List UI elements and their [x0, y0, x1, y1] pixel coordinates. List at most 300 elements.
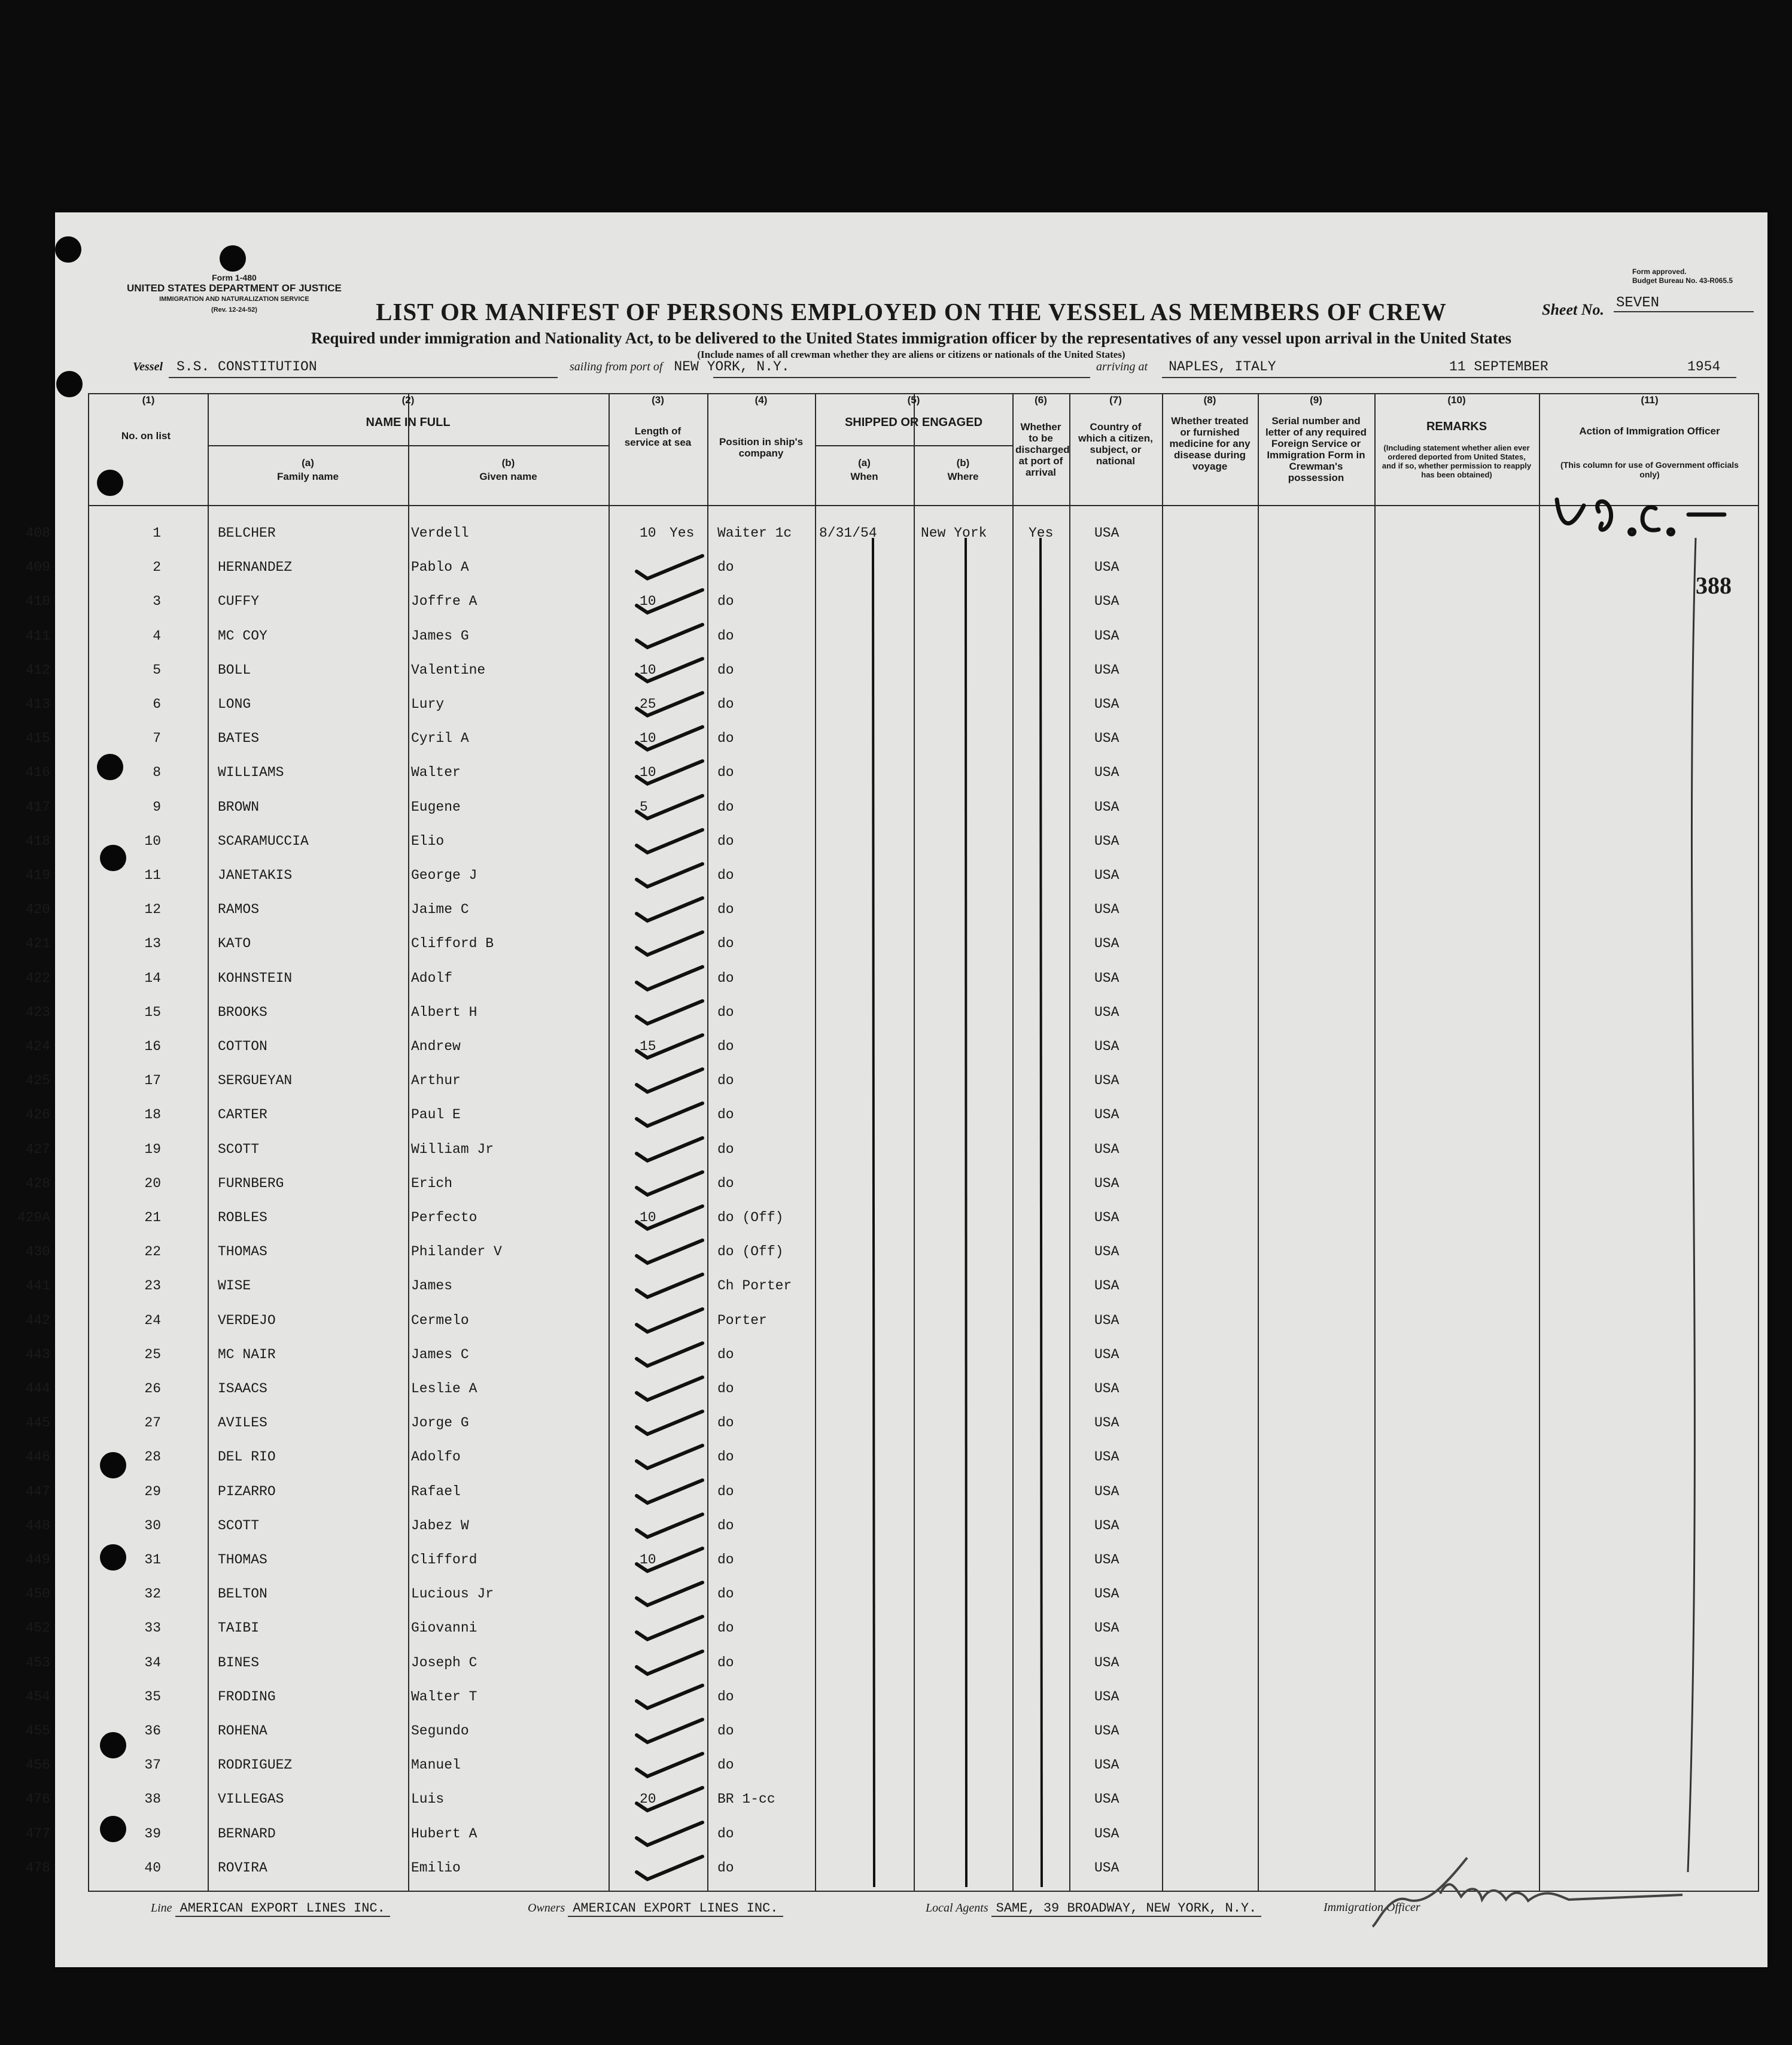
col1-number: (1) — [142, 394, 155, 406]
cell-family: SCOTT — [218, 1141, 260, 1157]
manifest-line-number: 446 — [25, 1449, 50, 1465]
manifest-line-number: 422 — [25, 970, 50, 986]
cell-given: Joseph C — [411, 1654, 477, 1670]
cell-family: COTTON — [218, 1039, 267, 1054]
table-row — [25, 551, 1758, 585]
cell-position: do — [717, 1860, 734, 1876]
cell-position: do — [717, 1073, 734, 1089]
cell-family: RODRIGUEZ — [218, 1757, 293, 1773]
cell-family: ROBLES — [218, 1210, 267, 1225]
check-mark-icon — [631, 1404, 708, 1440]
manifest-line-number: 456 — [25, 1757, 50, 1773]
list-number: 36 — [144, 1723, 161, 1739]
cell-given: Jabez W — [411, 1517, 469, 1533]
col9-number: (9) — [1310, 394, 1322, 406]
cell-country: USA — [1094, 765, 1119, 781]
approval-line: Form approved. — [1632, 267, 1687, 276]
cell-given: Giovanni — [411, 1620, 477, 1636]
cell-service: 10 — [640, 1552, 656, 1568]
list-number: 39 — [144, 1825, 161, 1842]
manifest-line-number: 450 — [25, 1586, 50, 1602]
col10-header: REMARKS — [1426, 420, 1487, 433]
cell-family: WILLIAMS — [218, 765, 284, 781]
cell-country: USA — [1094, 1757, 1119, 1773]
col10-number: (10) — [1447, 394, 1466, 406]
manifest-sheet — [17, 212, 1767, 1967]
col5-header: SHIPPED OR ENGAGED — [844, 416, 983, 429]
cell-position: do — [717, 1346, 734, 1362]
manifest-line-number: 421 — [25, 936, 50, 952]
cell-country: USA — [1094, 559, 1119, 576]
cell-family: SCOTT — [218, 1517, 260, 1533]
table-row — [25, 1818, 1758, 1851]
col7-header: Country of which a citizen, subject, or national — [1078, 421, 1153, 467]
check-mark-icon — [631, 583, 708, 619]
check-mark-icon — [631, 1336, 708, 1372]
cell-position: do — [717, 1141, 734, 1157]
cell-family: BELTON — [218, 1586, 267, 1602]
manifest-line-number: 408 — [25, 525, 50, 541]
cell-country: USA — [1094, 1039, 1119, 1054]
check-mark-icon — [631, 925, 708, 961]
table-row — [25, 1064, 1758, 1098]
footer-owners — [528, 1901, 783, 1916]
check-mark-icon — [631, 789, 708, 824]
col2a-letter: (a) — [302, 457, 314, 468]
cell-given: Eugene — [411, 799, 461, 815]
page-subtitle: Required under immigration and Nationality Act, to be delivered to the United States immigration officer by the representatives of any vessel upon arrival in the United States — [311, 329, 1512, 347]
list-number: 9 — [153, 799, 161, 815]
table-row — [25, 1681, 1758, 1714]
cell-family: FRODING — [218, 1688, 276, 1705]
table-row — [25, 1715, 1758, 1748]
form-revision: (Rev. 12-24-52) — [211, 306, 257, 314]
col7-number: (7) — [1109, 394, 1122, 406]
col8-header: Whether treated or furnished medicine for any disease during voyage — [1169, 415, 1251, 472]
manifest-line-number: 443 — [25, 1346, 50, 1362]
cell-position: do — [717, 731, 734, 747]
list-number: 11 — [144, 868, 161, 883]
check-mark-icon — [631, 1096, 708, 1132]
table-row — [25, 1373, 1758, 1406]
table-row — [25, 927, 1758, 961]
manifest-line-number: 411 — [25, 628, 50, 644]
cell-position: do — [717, 1757, 734, 1773]
list-number: 13 — [144, 936, 161, 952]
table-row — [25, 1612, 1758, 1645]
cell-country: USA — [1094, 1141, 1119, 1157]
cell-family: BERNARD — [218, 1825, 276, 1842]
cell-given: Luis — [411, 1791, 445, 1807]
cell-where: New York — [921, 525, 987, 541]
table-row — [25, 1133, 1758, 1167]
col2-header: NAME IN FULL — [366, 416, 451, 429]
manifest-line-number: 478 — [25, 1860, 50, 1876]
table-row — [25, 962, 1758, 996]
cell-country: USA — [1094, 868, 1119, 883]
manifest-line-number: 452 — [25, 1620, 50, 1636]
manifest-line-number: 417 — [25, 799, 50, 815]
owners-label: Owners — [528, 1901, 565, 1915]
check-mark-icon — [631, 994, 708, 1030]
cell-family: BROWN — [218, 799, 260, 815]
cell-given: Jorge G — [411, 1415, 469, 1431]
cell-country: USA — [1094, 1723, 1119, 1739]
list-number: 40 — [144, 1860, 161, 1876]
line-value: AMERICAN EXPORT LINES INC. — [175, 1901, 390, 1917]
cell-position: do — [717, 765, 734, 781]
cell-given: James G — [411, 628, 469, 644]
manifest-line-number: 445 — [25, 1415, 50, 1431]
crew-table — [17, 393, 1759, 1892]
manifest-line-number: 449 — [25, 1552, 50, 1568]
check-mark-icon — [631, 652, 708, 687]
col5b-letter: (b) — [956, 457, 970, 468]
cell-position: Waiter 1c — [717, 525, 792, 541]
cell-country: USA — [1094, 1860, 1119, 1876]
cell-position: do — [717, 1620, 734, 1636]
cell-family: BATES — [218, 731, 260, 747]
list-number: 29 — [144, 1483, 161, 1499]
list-number: 35 — [144, 1688, 161, 1705]
col4-number: (4) — [754, 394, 768, 406]
cell-country: USA — [1094, 696, 1119, 712]
agents-value: SAME, 39 BROADWAY, NEW YORK, N.Y. — [991, 1901, 1262, 1917]
arriving-field — [1096, 359, 1276, 379]
cell-family: FURNBERG — [218, 1175, 284, 1191]
cell-family: SCARAMUCCIA — [218, 833, 309, 849]
year-field — [1687, 359, 1720, 379]
cell-country: USA — [1094, 1346, 1119, 1362]
cell-country: USA — [1094, 662, 1119, 678]
col6-header: Whether to be discharged at port of arrival — [1015, 421, 1070, 478]
check-mark-icon — [631, 1233, 708, 1269]
list-number: 6 — [153, 696, 161, 712]
table-row — [25, 1578, 1758, 1611]
cell-family: ROHENA — [218, 1723, 267, 1739]
manifest-line-number: 412 — [25, 662, 50, 678]
cell-country: USA — [1094, 1449, 1119, 1465]
cell-country: USA — [1094, 525, 1119, 541]
cell-position: do — [717, 1825, 734, 1842]
cell-family: WISE — [218, 1278, 251, 1294]
list-number: 8 — [153, 765, 161, 781]
list-number: 17 — [144, 1073, 161, 1089]
list-number: 34 — [144, 1654, 161, 1670]
cell-position: do — [717, 1552, 734, 1568]
sheet-number: SEVEN — [1614, 295, 1754, 312]
cell-discharged: Yes — [1029, 525, 1054, 541]
cell-country: USA — [1094, 1791, 1119, 1807]
cell-family: BINES — [218, 1654, 260, 1670]
cell-position: do — [717, 1107, 734, 1123]
manifest-line-number: 409 — [25, 559, 50, 576]
cell-country: USA — [1094, 1483, 1119, 1499]
list-number: 14 — [144, 970, 161, 986]
table-row — [25, 1167, 1758, 1201]
cell-position: do (Off) — [717, 1244, 784, 1260]
cell-given: Erich — [411, 1175, 453, 1191]
table-row — [25, 1749, 1758, 1782]
cell-position: do — [717, 1415, 734, 1431]
col5-number: (5) — [907, 394, 920, 406]
cell-family: MC COY — [218, 628, 267, 644]
punch-hole — [220, 245, 246, 272]
cell-given: Emilio — [411, 1860, 461, 1876]
table-row — [25, 1441, 1758, 1474]
cell-position: do — [717, 1004, 734, 1020]
cell-service: 20 — [640, 1791, 656, 1807]
arrival-date: 11 SEPTEMBER — [1449, 359, 1548, 375]
manifest-line-number: 424 — [25, 1039, 50, 1054]
col1-header: No. on list — [121, 430, 171, 442]
cell-position: do — [717, 1483, 734, 1499]
service-name: IMMIGRATION AND NATURALIZATION SERVICE — [159, 296, 309, 303]
cell-given: Valentine — [411, 662, 486, 678]
manifest-line-number: 448 — [25, 1517, 50, 1533]
footer-agents — [926, 1901, 1261, 1916]
cell-service: 10 — [640, 765, 656, 781]
cell-country: USA — [1094, 833, 1119, 849]
table-row — [25, 825, 1758, 859]
check-mark-icon — [631, 1199, 708, 1235]
cell-family: HERNANDEZ — [218, 559, 293, 576]
check-mark-icon — [631, 1267, 708, 1303]
cell-service: 5 — [640, 799, 648, 815]
cell-service: 25 — [640, 696, 656, 712]
cell-family: ROVIRA — [218, 1860, 267, 1876]
page-count-annotation: 388 — [1696, 572, 1732, 599]
cell-given: Manuel — [411, 1757, 461, 1773]
check-mark-icon — [631, 1165, 708, 1201]
cell-given: Walter T — [411, 1688, 477, 1705]
table-row — [25, 688, 1758, 722]
arrival-year: 1954 — [1687, 359, 1721, 375]
list-number: 23 — [144, 1278, 161, 1294]
cell-country: USA — [1094, 1415, 1119, 1431]
cell-given: Rafael — [411, 1483, 461, 1499]
cell-position: do — [717, 1175, 734, 1191]
col11-subheader: (This column for use of Government officials only) — [1560, 460, 1739, 479]
cell-position: Porter — [717, 1312, 767, 1328]
check-mark-icon — [631, 823, 708, 859]
list-number: 5 — [153, 662, 161, 678]
cell-given: Walter — [411, 765, 461, 781]
cell-position: do — [717, 936, 734, 952]
cell-country: USA — [1094, 799, 1119, 815]
manifest-line-number: 476 — [25, 1791, 50, 1807]
cell-family: VILLEGAS — [218, 1791, 284, 1807]
manifest-line-number: 453 — [25, 1654, 50, 1670]
col6-number: (6) — [1035, 394, 1047, 406]
table-row — [25, 1510, 1758, 1543]
check-mark-icon — [631, 1438, 708, 1474]
cell-given: Pablo A — [411, 559, 469, 576]
check-mark-icon — [631, 1062, 708, 1098]
check-mark-icon — [631, 1712, 708, 1748]
officer-signature — [1371, 1852, 1706, 1930]
vessel-field — [133, 359, 317, 379]
cell-country: USA — [1094, 1210, 1119, 1225]
list-number: 22 — [144, 1244, 161, 1260]
cell-family: LONG — [218, 696, 251, 712]
date-field — [1449, 359, 1548, 379]
list-number: 21 — [144, 1210, 161, 1225]
manifest-line-number: 420 — [25, 902, 50, 918]
table-row — [25, 1235, 1758, 1269]
cell-family: KOHNSTEIN — [218, 970, 293, 986]
cell-given: Clifford — [411, 1552, 477, 1568]
list-number: 2 — [153, 559, 161, 576]
cell-country: USA — [1094, 902, 1119, 918]
col5a-header: When — [850, 471, 878, 482]
list-number: 1 — [153, 525, 161, 541]
col3-number: (3) — [652, 394, 664, 406]
cell-country: USA — [1094, 1073, 1119, 1089]
cell-country: USA — [1094, 1586, 1119, 1602]
sailing-label: sailing from port of — [570, 360, 663, 373]
check-mark-icon — [631, 686, 708, 722]
cell-country: USA — [1094, 1381, 1119, 1396]
col10-subheader: (Including statement whether alien ever ordered deported from United States, and if so, whether permission to reapply has been obtained) — [1382, 443, 1532, 479]
department-name: UNITED STATES DEPARTMENT OF JUSTICE — [127, 282, 342, 294]
cell-when: 8/31/54 — [819, 525, 877, 541]
table-row — [25, 859, 1758, 893]
table-row — [25, 1475, 1758, 1509]
manifest-line-number: 418 — [25, 833, 50, 849]
check-mark-icon — [631, 1473, 708, 1509]
cell-position: BR 1-cc — [717, 1791, 775, 1807]
table-row — [25, 620, 1758, 653]
table-row — [25, 1030, 1758, 1064]
check-mark-icon — [631, 1746, 708, 1782]
check-mark-icon — [631, 1131, 708, 1167]
manifest-line-number: 410 — [25, 594, 50, 610]
table-row — [25, 1647, 1758, 1680]
cell-position: do — [717, 902, 734, 918]
footer-line — [151, 1901, 390, 1916]
cell-country: USA — [1094, 628, 1119, 644]
col2a-header: Family name — [277, 471, 339, 482]
table-row — [25, 1098, 1758, 1132]
cell-given: Lucious Jr — [411, 1586, 494, 1602]
check-mark-icon — [631, 1815, 708, 1851]
cell-family: MC NAIR — [218, 1346, 276, 1362]
list-number: 27 — [144, 1415, 161, 1431]
col4-header: Position in ship's company — [719, 436, 804, 459]
table-row — [25, 1783, 1758, 1816]
col3-header: Length of service at sea — [624, 425, 692, 448]
cell-position: do (Off) — [717, 1210, 784, 1225]
list-number: 28 — [144, 1449, 161, 1465]
table-row — [25, 517, 1758, 550]
list-number: 15 — [144, 1004, 161, 1020]
col8-number: (8) — [1203, 394, 1216, 406]
list-number: 3 — [153, 594, 161, 610]
table-row — [17, 1201, 1758, 1235]
cell-country: USA — [1094, 1688, 1119, 1705]
cell-given: William Jr — [411, 1141, 494, 1157]
manifest-line-number: 419 — [25, 868, 50, 883]
cell-position: do — [717, 1517, 734, 1533]
cell-family: SERGUEYAN — [218, 1073, 293, 1089]
agents-label: Local Agents — [926, 1901, 988, 1915]
table-row — [25, 1338, 1758, 1372]
table-row — [25, 893, 1758, 927]
cell-family: BELCHER — [218, 525, 276, 541]
cell-service: 15 — [640, 1039, 656, 1054]
check-mark-icon — [631, 960, 708, 996]
cell-position: do — [717, 1586, 734, 1602]
page-note: (Include names of all crewman whether they are aliens or citizens or nationals of the United States) — [697, 349, 1125, 360]
cell-family: BROOKS — [218, 1004, 267, 1020]
list-number: 25 — [144, 1346, 161, 1362]
col11-header: Action of Immigration Officer — [1579, 425, 1720, 437]
list-number: 24 — [144, 1312, 161, 1328]
col5a-letter: (a) — [858, 457, 871, 468]
manifest-line-number: 444 — [25, 1381, 50, 1396]
arriving-label: arriving at — [1096, 360, 1148, 373]
cell-family: KATO — [218, 936, 251, 952]
check-mark-icon — [631, 1644, 708, 1680]
cell-position: do — [717, 1688, 734, 1705]
check-mark-icon — [631, 1507, 708, 1543]
list-number: 37 — [144, 1757, 161, 1773]
cell-given: Elio — [411, 833, 445, 849]
list-number: 10 — [144, 833, 161, 849]
list-number: 16 — [144, 1039, 161, 1054]
cell-service: 10 — [640, 662, 656, 678]
table-row — [25, 756, 1758, 790]
check-mark-icon — [631, 617, 708, 653]
manifest-line-number: 477 — [25, 1825, 50, 1842]
table-row — [25, 722, 1758, 756]
punch-hole — [55, 236, 81, 263]
manifest-line-number: 427 — [25, 1141, 50, 1157]
cell-position: do — [717, 1723, 734, 1739]
manifest-line-number: 442 — [25, 1312, 50, 1328]
col5b-header: Where — [947, 471, 979, 482]
cell-country: USA — [1094, 1620, 1119, 1636]
cell-family: CARTER — [218, 1107, 267, 1123]
cell-country: USA — [1094, 731, 1119, 747]
cell-service: 10 — [640, 731, 656, 747]
check-mark-icon — [631, 1849, 708, 1885]
cell-country: USA — [1094, 970, 1119, 986]
vessel-label: Vessel — [133, 360, 163, 373]
usa-stamp-icon — [1551, 488, 1730, 541]
cell-given: Paul E — [411, 1107, 461, 1123]
vessel-value: S.S. CONSTITUTION — [177, 359, 317, 375]
cell-family: BOLL — [218, 662, 251, 678]
cell-country: USA — [1094, 1278, 1119, 1294]
cell-country: USA — [1094, 1552, 1119, 1568]
cell-family: PIZARRO — [218, 1483, 276, 1499]
cell-service: 10 — [640, 525, 656, 541]
cell-country: USA — [1094, 1312, 1119, 1328]
officer-label: Immigration Officer — [1324, 1901, 1420, 1914]
cell-given: James — [411, 1278, 453, 1294]
check-mark-icon — [631, 720, 708, 756]
check-mark-icon — [631, 1302, 708, 1338]
col9-header: Serial number and letter of any required Foreign Service or Immigration Form in Crewman's possession — [1265, 415, 1367, 483]
cell-position: Ch Porter — [717, 1278, 792, 1294]
cell-country: USA — [1094, 1004, 1119, 1020]
check-mark-icon — [631, 1678, 708, 1714]
list-number: 26 — [144, 1381, 161, 1396]
manifest-line-number: 455 — [25, 1723, 50, 1739]
list-number: 20 — [144, 1175, 161, 1191]
